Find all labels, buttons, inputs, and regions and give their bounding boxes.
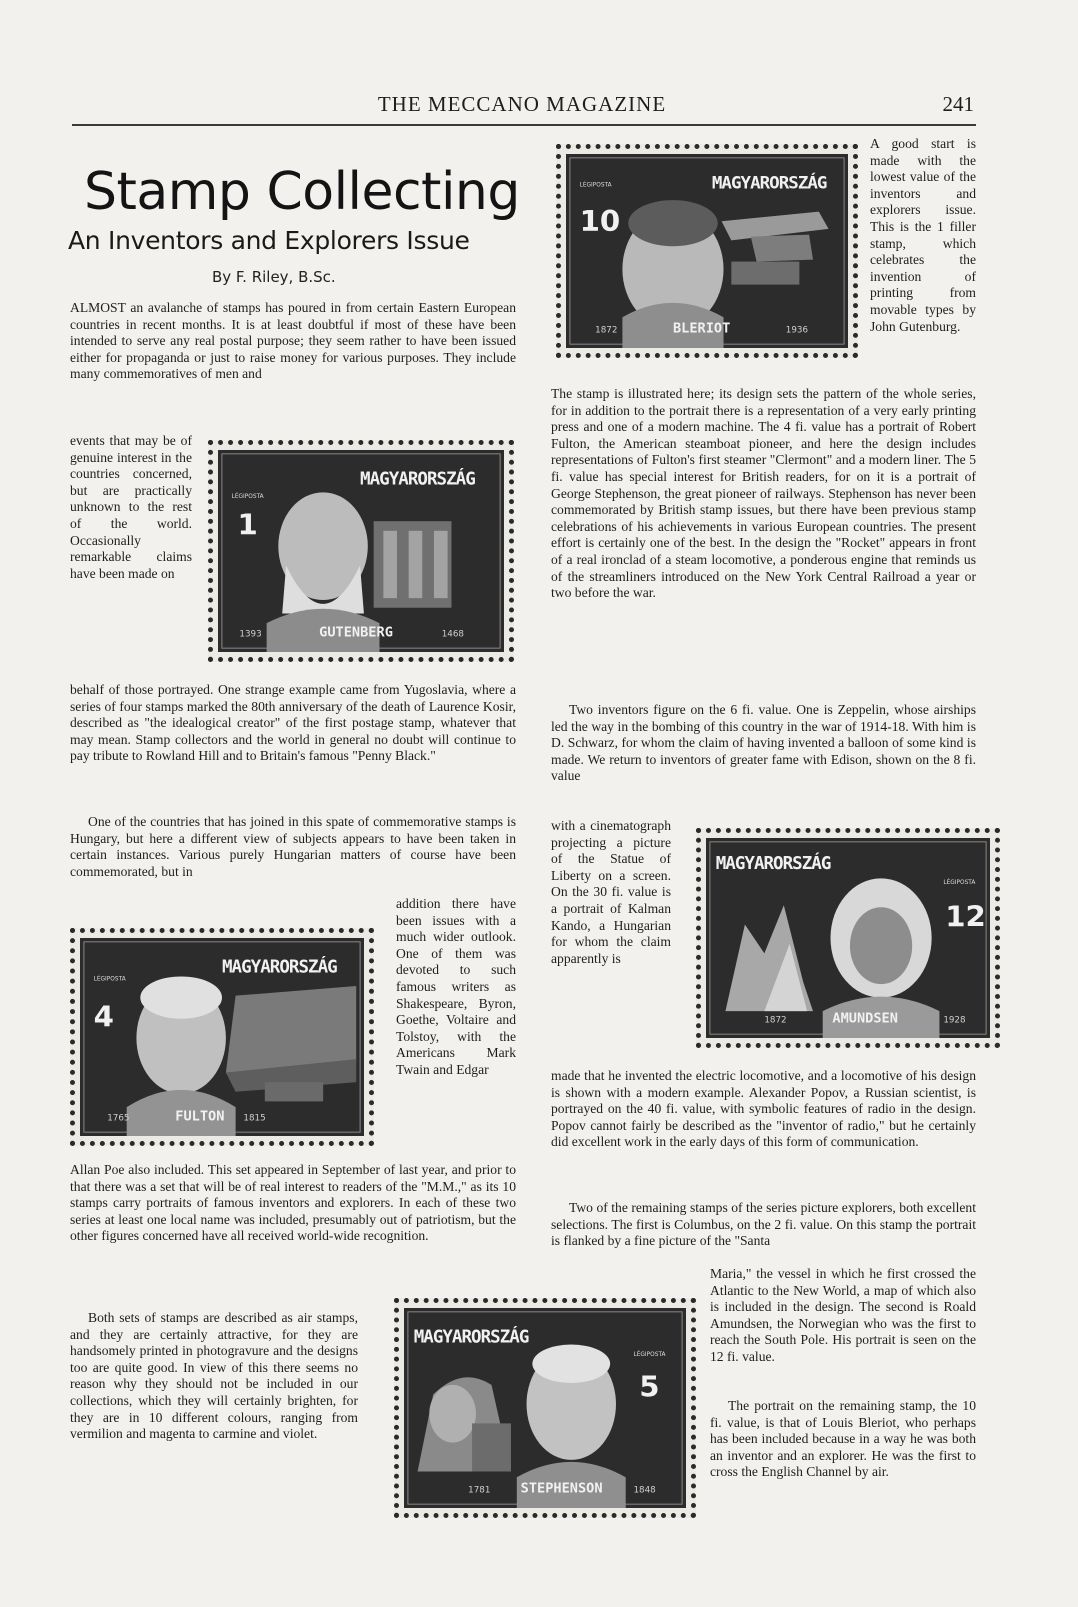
- stamp-country-text: MAGYARORSZÁG: [222, 957, 337, 978]
- col1-paragraph-2: One of the countries that has joined in this spate of commemorative stamps is Hungary, but here a different view of subjects appears to have been taken in certain instances. Various purely Hungarian matters of course have been commemorated, but in: [70, 814, 516, 879]
- col2-narrow-text-3: Maria," the vessel in which he first crossed the Atlantic to the New World, a map of which also is included in the design. The second is Roald Amundsen, the Norwegian who was the first to reach the South Pole. His portrait is seen on the 12 fi. value.: [710, 1266, 976, 1364]
- stamp-fulton: [70, 928, 374, 1146]
- stamp-year-right: 1928: [943, 1015, 966, 1026]
- col1-narrow-text-2: addition there have been issues with a much wider outlook. One of them was devoted to such famous writers as Shakespeare, Byron, Goethe, Voltaire and Tolstoy, with the Americans Mark Twain and Edgar: [396, 896, 516, 1077]
- stamp-name-text: AMUNDSEN: [832, 1010, 898, 1027]
- col1-paragraph-1: ALMOST an avalanche of stamps has poured in from certain Eastern European countries in recent months. It is at least doubtful if most of these have been intended to serve any real postal purpose; they seem rather to have been issued either for propaganda or just to raise money for various purposes. They include many commemoratives of men and: [70, 300, 516, 382]
- stamp-year-left: 1872: [595, 325, 618, 336]
- stamp-country-text: MAGYARORSZÁG: [360, 469, 475, 490]
- article-subtitle: An Inventors and Explorers Issue: [68, 226, 470, 255]
- stamp-legiposta-text: LÉGIPOSTA: [93, 976, 126, 983]
- col2-narrow-text-2: with a cinematograph projecting a picture of the Statue of Liberty on a screen. On the 30 fi. value is a portrait of Kalman Kando, a Hungarian for whom the claim apparently is: [551, 818, 671, 966]
- stamp-name-text: BLERIOT: [672, 320, 731, 337]
- stamp-value-text: 1: [237, 507, 258, 542]
- article-title: Stamp Collecting: [84, 162, 520, 222]
- stamp-value-text: 4: [93, 999, 114, 1034]
- stamp-value-text: 5: [639, 1369, 660, 1404]
- col2-narrow-text-1: A good start is made with the lowest value of the inventors and explorers issue. This is the 1 filler stamp, which celebrates the invention of printing from movable types by John Gutenburg.: [870, 136, 976, 334]
- stamp-year-left: 1393: [239, 629, 262, 640]
- stamp-year-left: 1781: [468, 1485, 491, 1496]
- stamp-year-right: 1468: [441, 629, 464, 640]
- stamp-name-text: GUTENBERG: [319, 624, 393, 641]
- running-head: [70, 90, 974, 120]
- col1-paragraph-3: Allan Poe also included. This set appeared in September of last year, and prior to that there was a set that will be of real interest to readers of the "M.M.," as its 10 stamps carry portraits of famous inventors and explorers. In each of these two series at least one local name was included, presumably out of patriotism, but the other figures concerned have all received world-wide recognition.: [70, 1162, 516, 1244]
- col2-paragraph-2: Two inventors figure on the 6 fi. value. One is Zeppelin, whose airships led the way in the bombing of this country in the war of 1914-18. With him is D. Schwarz, for whom the claim of having invented a balloon of some kind is made. We return to inventors of greater fame with Edison, shown on the 8 fi. value: [551, 702, 976, 784]
- byline: By F. Riley, B.Sc.: [212, 268, 336, 286]
- stamp-year-right: 1848: [633, 1485, 656, 1496]
- page-number: 241: [942, 92, 974, 116]
- stamp-year-left: 1872: [764, 1015, 787, 1026]
- stamp-fulton-design: [80, 938, 364, 1136]
- stamp-country-text: MAGYARORSZÁG: [413, 1327, 529, 1348]
- stamp-country-text: MAGYARORSZÁG: [711, 173, 827, 194]
- stamp-year-right: 1815: [243, 1113, 266, 1124]
- stamp-bleriot-design: [566, 154, 848, 348]
- magazine-name: THE MECCANO MAGAZINE: [377, 92, 667, 116]
- stamp-legiposta-text: LÉGIPOSTA: [579, 182, 612, 189]
- col2-paragraph-1: The stamp is illustrated here; its design sets the pattern of the whole series, for in addition to the portrait there is a representation of a very early printing press and one of a modern machine. The 4 fi. value has a portrait of Robert Fulton, the American steamboat pioneer, and here the design includes representations of Fulton's first steamer "Clermont" and a modern liner. The 5 fi. value has special interest for British readers, for on it is a portrait of George Stephenson, the great pioneer of railways. Stephenson has never been commemorated by British stamp issues, but there have been previous stamp celebrations of his achievements in various European countries. The present effort is certainly one of the best. In the design the "Rocket" appears in front of a real ironclad of a steam locomotive, a ponderous engine that reminds us of the streamliners introduced on the New York Central Railroad a year or two before the war.: [551, 386, 976, 601]
- col2-paragraph-3: made that he invented the electric locomotive, and a locomotive of his design is shown with a modern example. Alexander Popov, a Russian scientist, is portrayed on the 40 fi. value, with symbolic features of radio in the design. Popov cannot fairly be described as the "inventor of radio," but he certainly did excellent work in the early days of this form of communication.: [551, 1068, 976, 1150]
- stamp-value-text: 10: [579, 204, 621, 238]
- stamp-country-text: MAGYARORSZÁG: [715, 853, 831, 874]
- col2-paragraph-5: The portrait on the remaining stamp, the 10 fi. value, is that of Louis Bleriot, who perhaps has been included because in a way he was both an inventor and an explorer. He was the first to cross the English Channel by air.: [710, 1398, 976, 1480]
- stamp-amundsen: [696, 828, 1000, 1048]
- stamp-name-text: STEPHENSON: [520, 1480, 603, 1497]
- header-rule: [72, 124, 976, 126]
- col1-paragraph-1-continued: behalf of those portrayed. One strange example came from Yugoslavia, where a series of four stamps marked the 80th anniversary of the death of Laurence Kosir, described as "the idealogical creator" of the first postage stamp, whatever that may mean. Stamp collectors and the world in general no doubt will continue to pay tribute to Rowland Hill and to Britain's famous "Penny Black.": [70, 682, 516, 764]
- stamp-name-text: FULTON: [175, 1108, 225, 1125]
- stamp-stephenson-design: [404, 1308, 686, 1508]
- stamp-bleriot: [556, 144, 858, 358]
- stamp-legiposta-text: LÉGIPOSTA: [231, 494, 264, 501]
- stamp-stephenson: [394, 1298, 696, 1518]
- stamp-legiposta-text: LÉGIPOSTA: [633, 1352, 666, 1359]
- col2-paragraph-4: Two of the remaining stamps of the series picture explorers, both excellent selections. The first is Columbus, on the 2 fi. value. On this stamp the portrait is flanked by a fine picture of the "Santa: [551, 1200, 976, 1249]
- stamp-legiposta-text: LÉGIPOSTA: [943, 880, 976, 887]
- col1-paragraph-4: Both sets of stamps are described as air stamps, and they are certainly attractive, for they are handsomely printed in photogravure and the designs too are quite good. In view of this there seems no reason why they should not be included in our collections, which they will certainly brighten, for they are in 10 different colours, ranging from vermilion and magenta to carmine and violet.: [70, 1310, 358, 1442]
- stamp-value-text: 12: [945, 899, 986, 934]
- stamp-year-right: 1936: [785, 325, 809, 336]
- col1-narrow-text-1: events that may be of genuine interest in the countries concerned, but are practically unknown to the rest of the world. Occasionally remarkable claims have been made on: [70, 433, 192, 581]
- stamp-gutenberg: [208, 440, 514, 662]
- stamp-gutenberg-design: [218, 450, 504, 652]
- stamp-year-left: 1765: [107, 1113, 130, 1124]
- stamp-amundsen-design: [706, 838, 990, 1038]
